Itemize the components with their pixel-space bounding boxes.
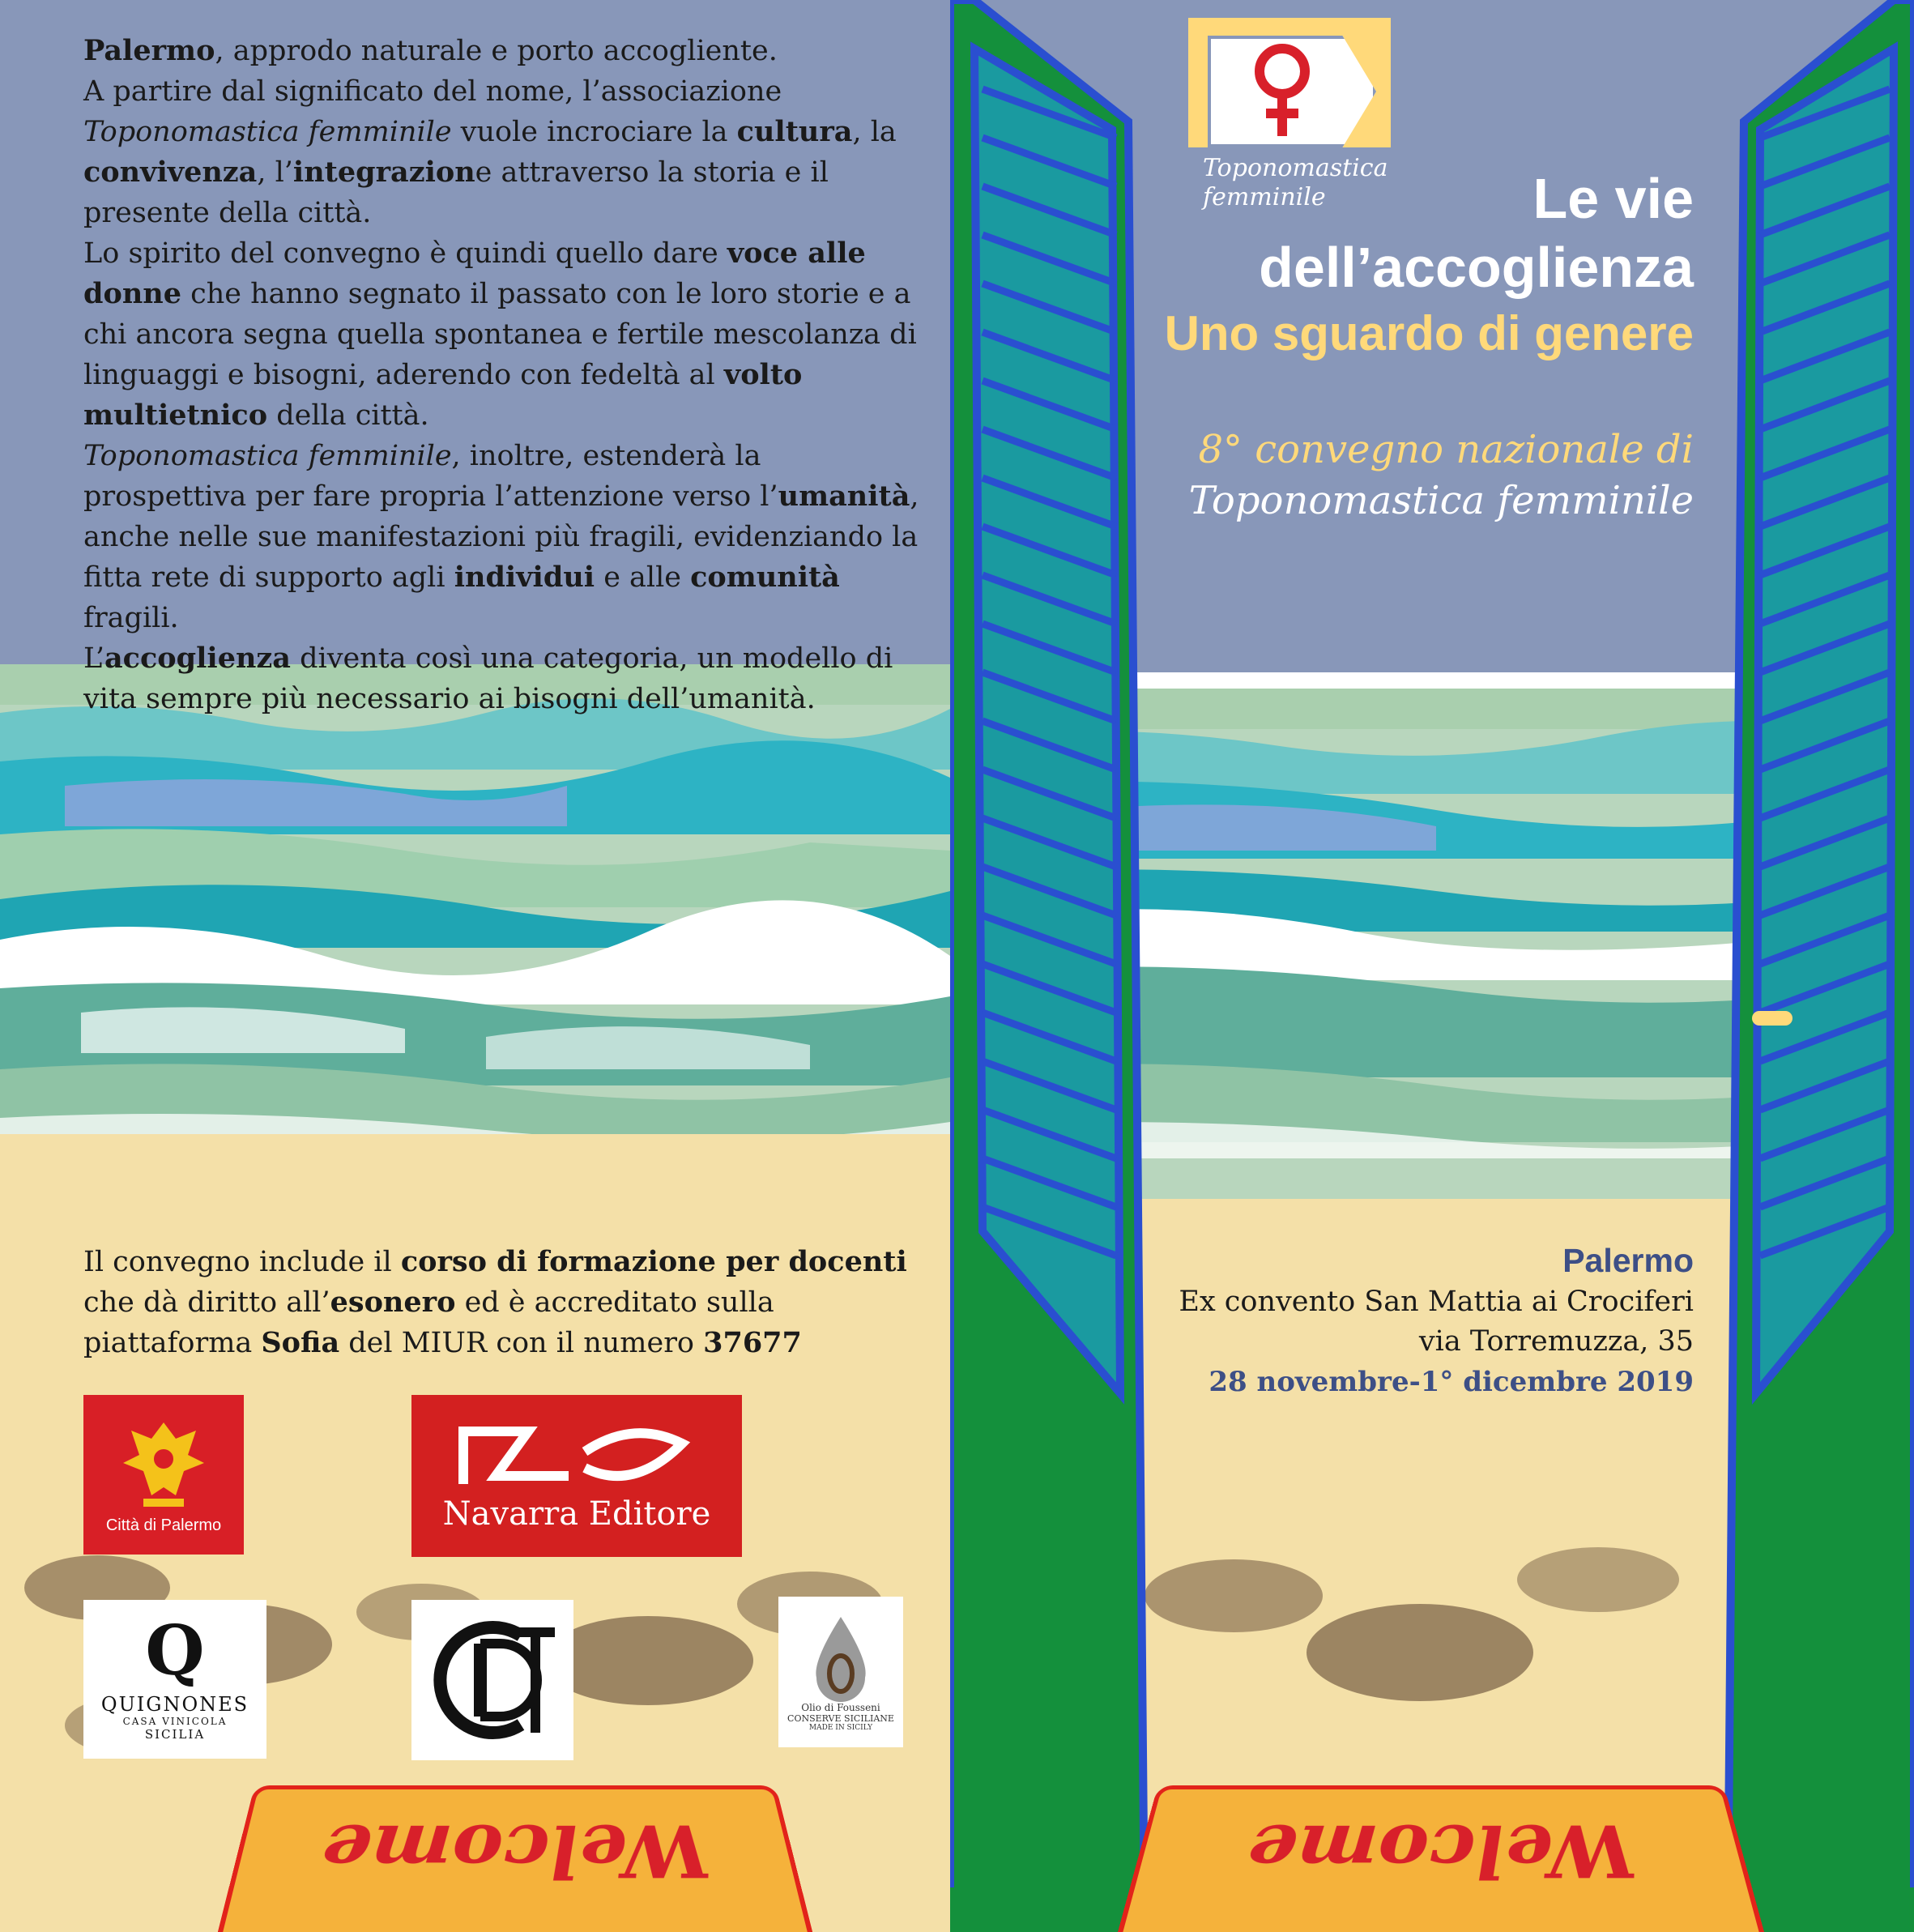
right-shutter-slat (1760, 284, 1890, 332)
right-shutter-slat (1760, 818, 1890, 867)
left-shutter-slat (983, 478, 1116, 527)
left-panel (0, 0, 950, 1932)
right-shutter-slat (1760, 915, 1890, 964)
left-shutter-slat (983, 915, 1116, 964)
right-shutter-slat (1760, 624, 1890, 672)
right-shutter-slat (1760, 429, 1890, 478)
navarra-mark-icon (447, 1419, 706, 1492)
right-shutter-slat (1760, 575, 1890, 624)
venue-address: via Torremuzza, 35 (1418, 1325, 1694, 1358)
palermo-logo-label: Città di Palermo (105, 1516, 222, 1534)
oil-drop-icon (808, 1613, 873, 1702)
left-shutter-slat (983, 381, 1116, 429)
course-text: Il convegno include il corso di formazione per docenti che dà diritto all’esonero ed è accreditato sulla piattaforma Sofia del MIUR con il numero 37677 (83, 1245, 907, 1359)
fousseni-made-in: MADE IN SICILY (808, 1723, 873, 1732)
right-shutter-slat (1760, 1110, 1890, 1158)
welcome-mat (1111, 1785, 1771, 1932)
logo-navarra-editore (411, 1395, 742, 1557)
left-shutter-slat (983, 1013, 1116, 1061)
logo-olio-di-fousseni (778, 1597, 903, 1747)
left-shutter-slat (983, 235, 1116, 284)
left-shutter-slat (983, 138, 1116, 186)
left-shutter-slat (983, 818, 1116, 867)
quignones-region: SICILIA (144, 1727, 206, 1742)
left-shutter-slat (983, 429, 1116, 478)
welcome-mat (212, 1785, 819, 1932)
right-shutter-slat (1760, 1158, 1890, 1207)
left-shutter-slat (983, 1158, 1116, 1207)
right-shutter-slat (1760, 721, 1890, 770)
right-panel (950, 0, 1914, 1932)
right-shutter-slat (1760, 770, 1890, 818)
left-shutter-slat (983, 284, 1116, 332)
right-shutter-slat (1760, 235, 1890, 284)
logo-text: Toponomastica femminile (1203, 154, 1388, 211)
sea-illustration (0, 664, 950, 1199)
logo-cdt (411, 1600, 573, 1760)
fousseni-name: Olio di Fousseni (801, 1701, 880, 1713)
left-shutter-slat (983, 527, 1116, 575)
left-shutter-slat (983, 867, 1116, 915)
right-shutter-slat (1760, 964, 1890, 1013)
right-shutter-slat (1760, 186, 1890, 235)
quignones-tagline: CASA VINICOLA (122, 1716, 228, 1727)
quignones-q-mark: Q (145, 1610, 205, 1691)
left-shutter-slat (983, 672, 1116, 721)
venue-name: Ex convento San Mattia ai Crociferi (1179, 1286, 1694, 1318)
left-shutter-slat (983, 89, 1116, 138)
right-shutter-slat (1760, 527, 1890, 575)
venus-symbol-icon (1250, 41, 1315, 142)
logo-citta-di-palermo (83, 1395, 244, 1555)
right-shutter-slat (1760, 89, 1890, 138)
left-shutter-slat (983, 1061, 1116, 1110)
right-shutter-slat (1760, 1061, 1890, 1110)
shutter-handle (1752, 1011, 1793, 1026)
eagle-crest-icon (119, 1414, 208, 1512)
left-shutter-slat (983, 1207, 1116, 1256)
subtitle-line-2: Toponomastica femminile (1188, 478, 1694, 523)
right-shutter-slat (1760, 138, 1890, 186)
subtitle-line-1: 8° convegno nazionale di (1198, 427, 1694, 472)
left-shutter-slat (983, 332, 1116, 381)
right-shutter-slat (1760, 478, 1890, 527)
quignones-name: QUIGNONES (100, 1693, 249, 1716)
left-shutter-slat (983, 770, 1116, 818)
right-shutter-slat (1760, 867, 1890, 915)
intro-text: Palermo, approdo naturale e porto accogliente. A partire dal significato del nome, l’associazione Toponomastica femminile vuole incrociare la cultura, la convivenza, l’integrazione attraverso la storia e il presente della città. Lo spirito del convegno è quindi quello dare voce alle donne che hanno segnato il passato con le loro storie e a chi ancora segna quella spontanea e fertile mescolanza di linguaggi e bisogni, aderendo con fedeltà al volto multietnico della città. Toponomastica femminile, inoltre, estenderà la prospettiva per fare propria l’attenzione verso l’umanità, anche nelle sue manifestazioni più fragili, evidenziando la fitta rete di supporto agli individui e alle comunità fragili. L’accoglienza diventa così una categoria, un modello di vita sempre più necessario ai bisogni dell’umanità. (83, 34, 919, 715)
title-line-3: Uno sguardo di genere (1164, 306, 1694, 360)
welcome-mat-text: Welcome (314, 1809, 716, 1894)
left-shutter-slat (983, 1110, 1116, 1158)
left-shutter-slat (983, 186, 1116, 235)
left-shutter-slat (983, 721, 1116, 770)
title-line-1: Le vie (1532, 167, 1694, 230)
logo-quignones (83, 1600, 266, 1759)
event-dates: 28 novembre-1° dicembre 2019 (1209, 1366, 1694, 1398)
toponomastica-logo (1188, 18, 1391, 220)
cdt-monogram-icon (424, 1611, 561, 1749)
venue-city: Palermo (1562, 1242, 1694, 1279)
navarra-logo-label: Navarra Editore (442, 1495, 711, 1533)
left-shutter-slat (983, 964, 1116, 1013)
left-shutter-slat (983, 575, 1116, 624)
welcome-mat-text: Welcome (1240, 1809, 1642, 1894)
title-line-2: dell’accoglienza (1259, 236, 1694, 299)
right-shutter-slat (1760, 332, 1890, 381)
left-shutter-slat (983, 624, 1116, 672)
fousseni-tagline: CONSERVE SICILIANE (787, 1712, 894, 1724)
right-shutter-slat (1760, 381, 1890, 429)
right-shutter-slat (1760, 1207, 1890, 1256)
right-shutter-slat (1760, 672, 1890, 721)
